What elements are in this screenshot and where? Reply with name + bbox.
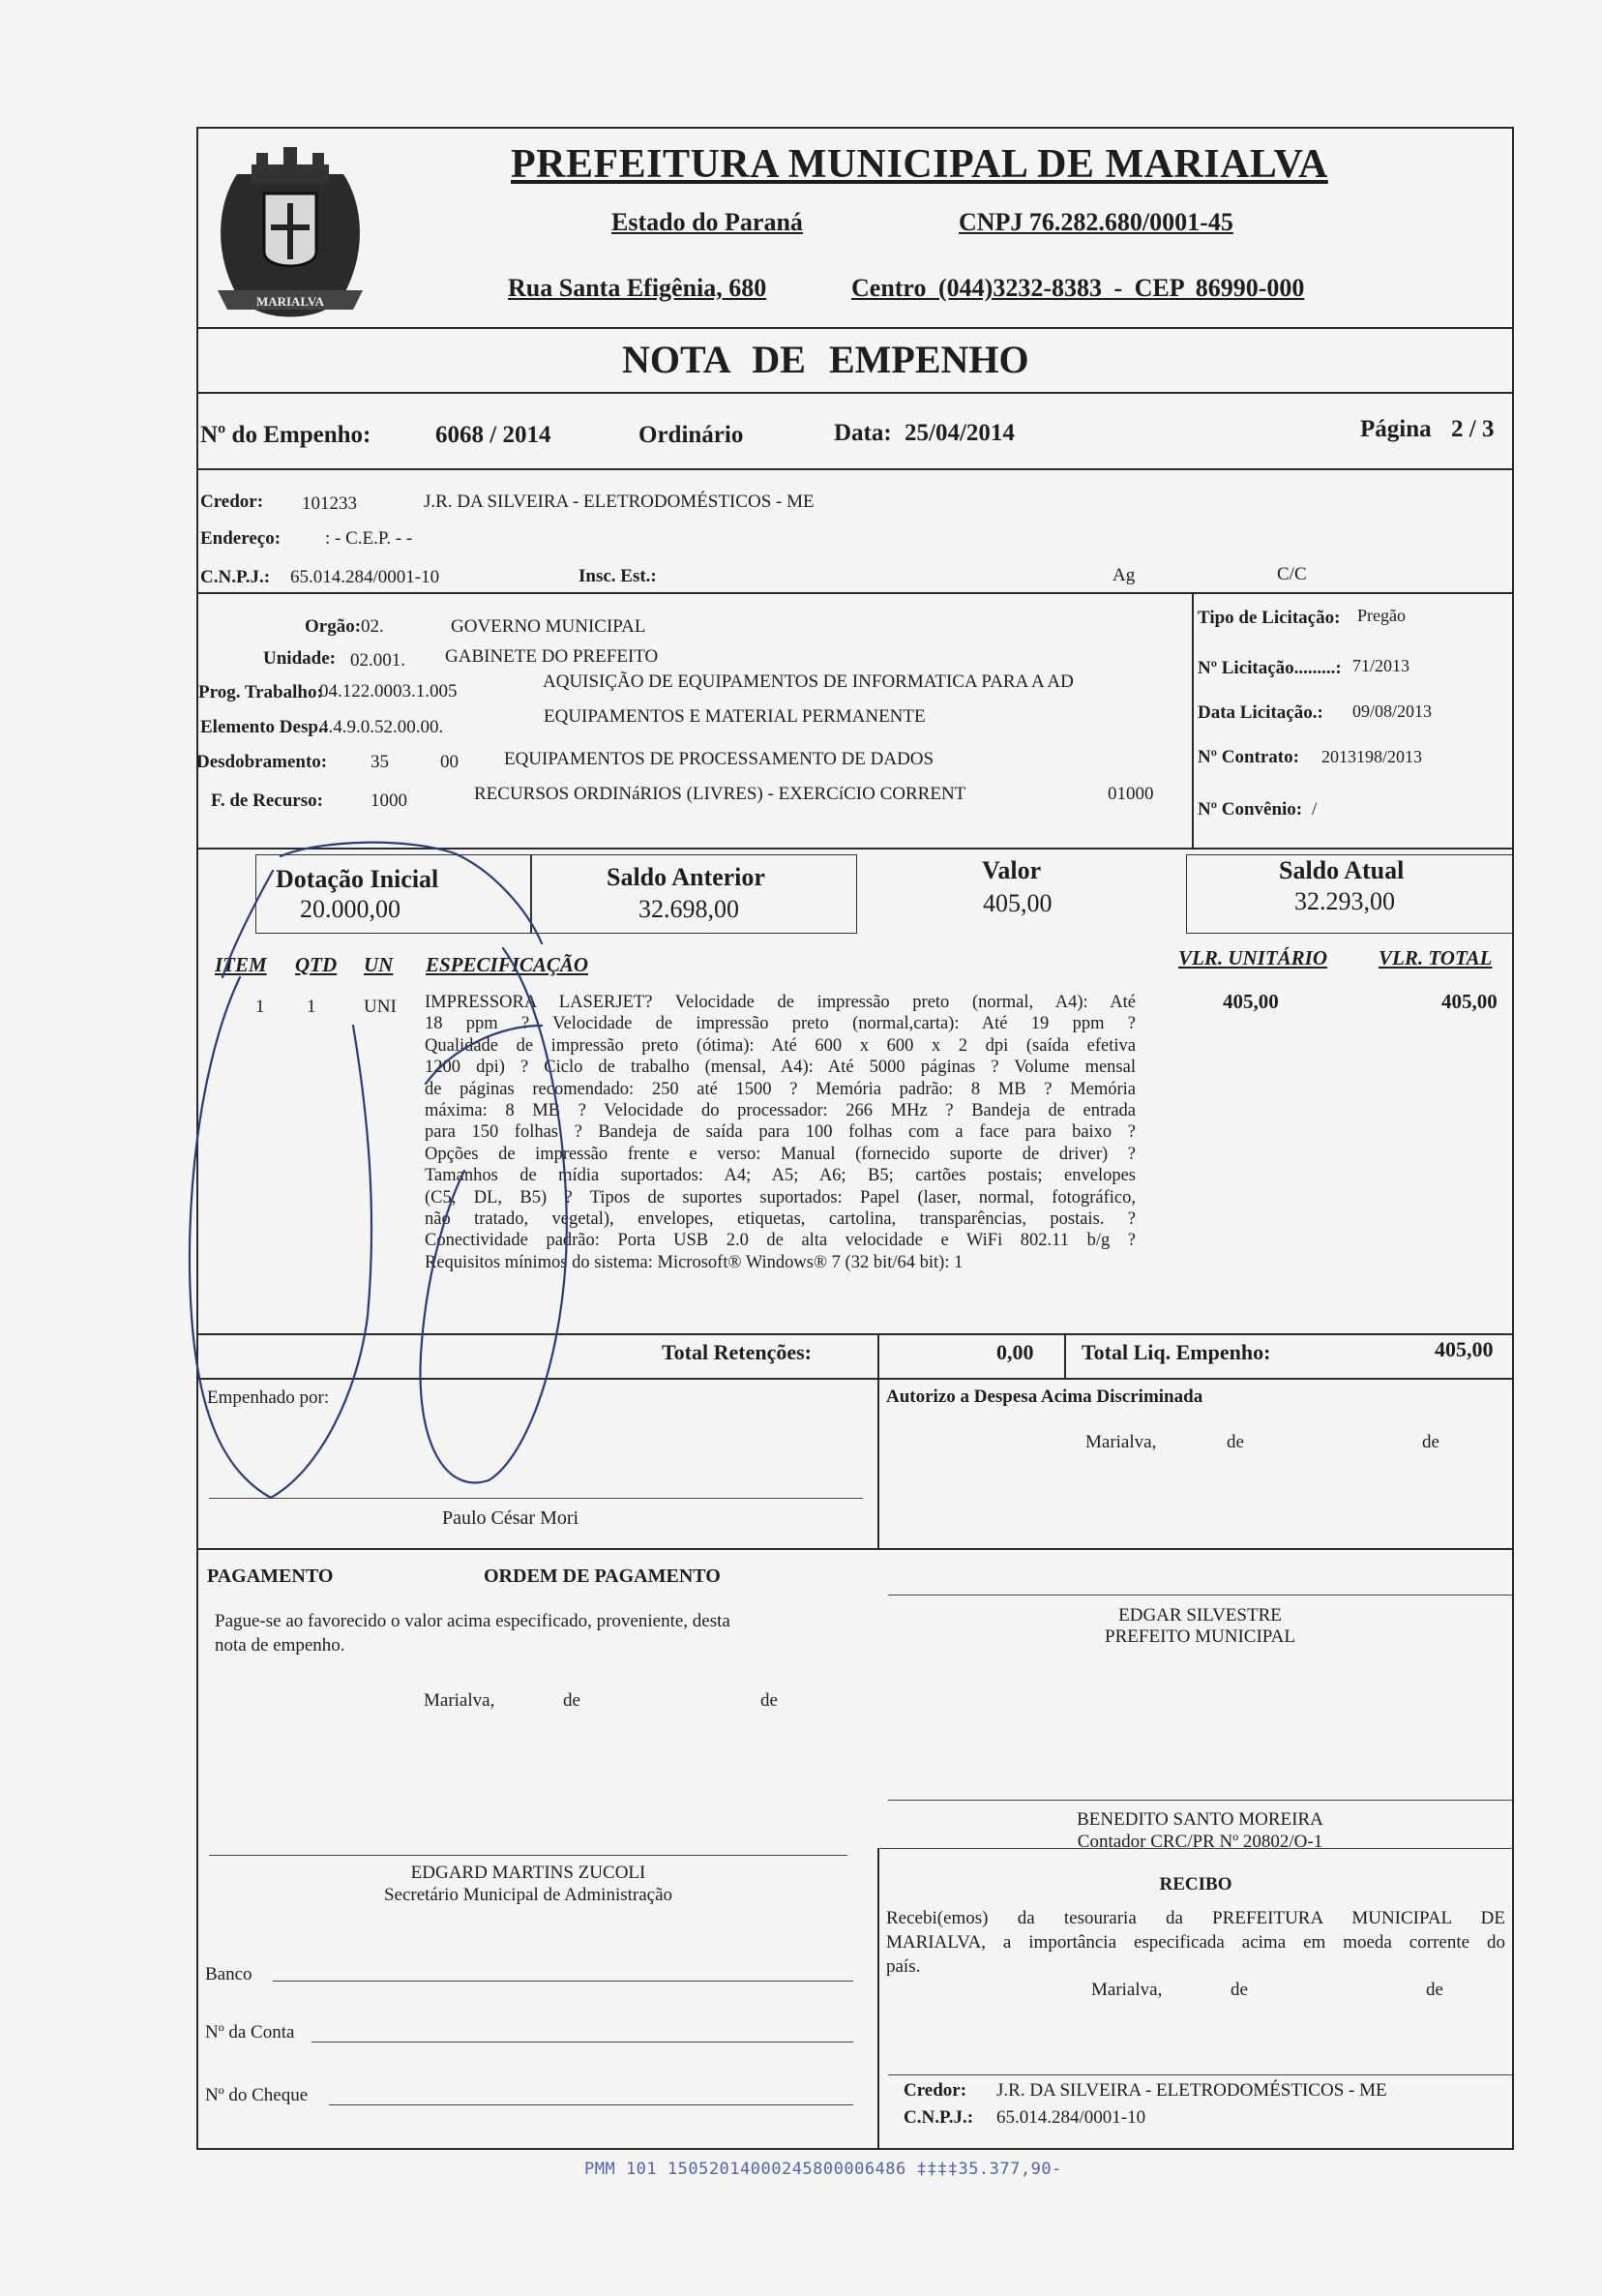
retencoes-label: Total Retenções: — [662, 1340, 812, 1364]
col-un: UN — [364, 953, 394, 976]
total-liquido-label: Total Liq. Empenho: — [1082, 1340, 1271, 1364]
cnpj-label: CNPJ 76.282.680/0001-45 — [959, 208, 1233, 236]
prefeito-role: PREFEITO MUNICIPAL — [1105, 1626, 1295, 1647]
elemento-desc: EQUIPAMENTOS E MATERIAL PERMANENTE — [544, 706, 926, 727]
contrato-label: Nº Contrato: — [1198, 747, 1299, 767]
credor-code: 101233 — [302, 493, 357, 514]
print-stamp: PMM 101 15052014000245800006486 ‡‡‡‡35.377,90- — [584, 2160, 1062, 2179]
item-specification — [425, 992, 1136, 1273]
col-vlr-total: VLR. TOTAL — [1379, 946, 1493, 969]
pagamento-de1: de — [563, 1690, 580, 1711]
prog-desc: AQUISIÇÃO DE EQUIPAMENTOS DE INFORMATICA PARA A AD — [543, 671, 1074, 692]
unidade-desc: GABINETE DO PREFEITO — [445, 646, 659, 667]
unidade-label: Unidade: — [263, 648, 336, 669]
unidade-code: 02.001. — [350, 650, 405, 671]
contador-role: Contador CRC/PR Nº 20802/O-1 — [1077, 1832, 1323, 1852]
page-number: 2 / 3 — [1451, 416, 1495, 442]
pagamento-label: PAGAMENTO — [207, 1565, 334, 1587]
conta-label: Nº da Conta — [205, 2022, 295, 2043]
recibo-line3: país. — [886, 1956, 921, 1977]
divider — [196, 1548, 1514, 1550]
empenho-type: Ordinário — [638, 422, 744, 448]
valor-label: Valor — [982, 856, 1042, 884]
insc-est-label: Insc. Est.: — [578, 566, 657, 586]
endereco-value: : - C.E.P. - - — [325, 528, 413, 549]
spec-line: (C5, DL, B5) ? Tipos de suportes suportados: Papel (laser, normal, fotográfico, — [425, 1187, 1136, 1208]
desdobramento-desc: EQUIPAMENTOS DE PROCESSAMENTO DE DADOS — [504, 749, 934, 769]
recurso-desc: RECURSOS ORDINáRIOS (LIVRES) - EXERCíCIO CORRENT — [474, 784, 966, 804]
desdobramento-code: 35 — [371, 752, 389, 772]
item-un: UNI — [364, 997, 397, 1017]
tipo-licitacao-value: Pregão — [1357, 606, 1406, 625]
tipo-licitacao-label: Tipo de Licitação: — [1198, 608, 1341, 628]
item-vlr-total: 405,00 — [1441, 990, 1498, 1013]
recibo-de1: de — [1231, 1980, 1248, 2000]
divider — [196, 592, 1514, 594]
signature-line — [888, 1800, 1512, 1801]
divider — [1064, 1333, 1066, 1378]
divider — [877, 1333, 879, 1378]
recibo-title: RECIBO — [1159, 1874, 1232, 1894]
state-label: Estado do Paraná — [611, 208, 803, 236]
prog-code: 04.122.0003.1.005 — [319, 681, 458, 701]
saldo-anterior-label: Saldo Anterior — [607, 863, 765, 891]
banco-label: Banco — [205, 1964, 252, 1984]
empenho-date: 25/04/2014 — [905, 420, 1015, 446]
saldo-atual-value: 32.293,00 — [1294, 887, 1395, 915]
credor-name: J.R. DA SILVEIRA - ELETRODOMÉSTICOS - ME — [424, 492, 815, 512]
pagamento-text-line1: Pague-se ao favorecido o valor acima especificado, proveniente, desta — [215, 1611, 730, 1631]
empenho-number: 6068 / 2014 — [435, 422, 551, 448]
cc-label: C/C — [1277, 564, 1307, 584]
empenhado-name: Paulo César Mori — [442, 1507, 579, 1529]
secretario-name: EDGARD MARTINS ZUCOLI — [410, 1863, 646, 1883]
banco-line — [273, 1981, 853, 1982]
autorizo-de1: de — [1227, 1432, 1244, 1452]
recurso-num: 01000 — [1108, 784, 1154, 804]
divider — [877, 1848, 1514, 1849]
spec-line: Conectividade padrão: Porta USB 2.0 de alta velocidade e WiFi 802.11 b/g ? — [425, 1231, 1136, 1251]
cheque-label: Nº do Cheque — [205, 2085, 309, 2105]
autorizo-label: Autorizo a Despesa Acima Discriminada — [886, 1387, 1203, 1407]
dotacao-label: Dotação Inicial — [276, 865, 439, 893]
divider — [1192, 592, 1194, 848]
pagamento-city: Marialva, — [424, 1690, 495, 1711]
spec-line: Requisitos mínimos do sistema: Microsoft® Windows® 7 (32 bit/64 bit): 1 — [425, 1252, 964, 1272]
pagamento-de2: de — [760, 1690, 778, 1711]
cheque-line — [329, 2104, 853, 2105]
recurso-label: F. de Recurso: — [211, 790, 323, 811]
convenio-value: / — [1312, 799, 1318, 820]
saldo-atual-label: Saldo Atual — [1279, 856, 1405, 884]
address-street: Rua Santa Efigênia, 680 — [508, 274, 767, 302]
divider — [196, 327, 1514, 329]
signature-line — [209, 1498, 863, 1499]
col-vlr-unitario: VLR. UNITÁRIO — [1178, 946, 1328, 969]
document-title: NOTA DE EMPENHO — [622, 338, 1029, 381]
spec-line: Tamanhos de mídia suportados: A4; A5; A6; B5; cartões postais; envelopes — [425, 1166, 1136, 1186]
divider — [196, 392, 1514, 394]
municipal-crest-icon — [198, 135, 382, 339]
pagamento-text-line2: nota de empenho. — [215, 1635, 345, 1655]
empenhado-label: Empenhado por: — [207, 1387, 330, 1408]
contador-name: BENEDITO SANTO MOREIRA — [1077, 1809, 1323, 1830]
convenio-label: Nº Convênio: — [1198, 799, 1303, 820]
spec-line: Opções de impressão frente e verso: Manual (fornecido suporte de driver) ? — [425, 1144, 1136, 1164]
spec-line: máxima: 8 MB ? Velocidade do processador: 266 MHz ? Bandeja de entrada — [425, 1101, 1136, 1121]
orgao-code: 02. — [361, 616, 384, 637]
page-title: PREFEITURA MUNICIPAL DE MARIALVA — [511, 142, 1328, 187]
signature-line — [888, 2074, 1512, 2075]
desdobramento-label: Desdobramento: — [196, 752, 328, 772]
recibo-line1: Recebi(emos) da tesouraria da PREFEITURA MUNICIPAL DE — [886, 1908, 1505, 1928]
recibo-line2: MARIALVA, a importância especificada acima em moeda corrente do — [886, 1932, 1505, 1953]
cnpj-credor-value: 65.014.284/0001-10 — [290, 567, 440, 587]
divider — [877, 1378, 879, 1548]
autorizo-de2: de — [1422, 1432, 1439, 1452]
prog-label: Prog. Trabalho: — [198, 682, 323, 702]
spec-line: 18 ppm ? Velocidade de impressão preto (normal,carta): Até 19 ppm ? — [425, 1014, 1136, 1034]
autorizo-city: Marialva, — [1085, 1432, 1157, 1452]
recibo-city: Marialva, — [1091, 1980, 1163, 2000]
orgao-label: Orgão: — [305, 616, 362, 637]
recibo-cnpj-label: C.N.P.J.: — [904, 2107, 974, 2128]
signature-line — [209, 1855, 847, 1856]
spec-line: para 150 folhas ? Bandeja de saída para 100 folhas com a face para baixo ? — [425, 1122, 1136, 1143]
item-vlr-unitario: 405,00 — [1223, 990, 1279, 1013]
desdobramento-sub: 00 — [440, 752, 459, 772]
dotacao-value: 20.000,00 — [300, 895, 400, 923]
empenho-date-label: Data: — [834, 420, 892, 446]
numero-licitacao-label: Nº Licitação.........: — [1198, 658, 1342, 678]
spec-line: de páginas recomendado: 250 até 1500 ? Memória padrão: 8 MB ? Memória — [425, 1079, 1136, 1099]
divider — [196, 1333, 1514, 1335]
saldo-anterior-value: 32.698,00 — [638, 895, 739, 923]
address-contact: Centro (044)3232-8383 - CEP 86990-000 — [851, 274, 1305, 302]
secretario-role: Secretário Municipal de Administração — [383, 1885, 673, 1905]
svg-text:MARIALVA: MARIALVA — [255, 294, 325, 309]
divider — [196, 848, 1514, 850]
data-licitacao-label: Data Licitação.: — [1198, 702, 1323, 723]
conta-line — [312, 2042, 853, 2043]
credor-label: Credor: — [200, 492, 264, 512]
spec-line: Qualidade de impressão preto (ótima): Até 600 x 600 x 2 dpi (saída efetiva — [425, 1035, 1136, 1056]
page-label: Página — [1360, 416, 1432, 442]
elemento-code: 4.4.9.0.52.00.00. — [319, 717, 444, 737]
divider — [196, 468, 1514, 470]
recibo-de2: de — [1426, 1980, 1443, 2000]
cnpj-credor-label: C.N.P.J.: — [200, 567, 271, 587]
numero-licitacao-value: 71/2013 — [1352, 656, 1410, 675]
col-qtd: QTD — [295, 953, 338, 976]
spec-line: não tratado, vegetal), envelopes, etiquetas, cartolina, transparências, postais. ? — [425, 1209, 1136, 1230]
ag-label: Ag — [1112, 565, 1136, 585]
retencoes-value: 0,00 — [996, 1340, 1034, 1364]
prefeito-name: EDGAR SILVESTRE — [1118, 1605, 1282, 1625]
item-number: 1 — [255, 997, 265, 1017]
recibo-cnpj-value: 65.014.284/0001-10 — [996, 2107, 1146, 2128]
elemento-label: Elemento Desp.: — [200, 717, 329, 737]
col-especificacao: ESPECIFICAÇÃO — [426, 953, 589, 976]
ordem-pagamento-label: ORDEM DE PAGAMENTO — [484, 1565, 721, 1587]
total-liquido-value: 405,00 — [1435, 1337, 1494, 1361]
recibo-credor-name: J.R. DA SILVEIRA - ELETRODOMÉSTICOS - ME — [996, 2080, 1387, 2101]
recurso-code: 1000 — [371, 790, 407, 811]
recibo-credor-label: Credor: — [904, 2080, 967, 2101]
orgao-desc: GOVERNO MUNICIPAL — [451, 616, 646, 637]
valor-value: 405,00 — [983, 889, 1053, 917]
data-licitacao-value: 09/08/2013 — [1352, 701, 1433, 721]
empenho-number-label: Nº do Empenho: — [200, 422, 371, 448]
contrato-value: 2013198/2013 — [1321, 747, 1423, 766]
spec-line: IMPRESSORA LASERJET? Velocidade de impressão preto (normal, A4): Até — [425, 993, 1136, 1012]
divider — [196, 1378, 1514, 1380]
item-qtd: 1 — [307, 997, 316, 1017]
spec-line: 1200 dpi) ? Ciclo de trabalho (mensal, A4): Até 5000 páginas ? Volume mensal — [425, 1058, 1136, 1078]
col-item: ITEM — [215, 953, 267, 976]
endereco-label: Endereço: — [200, 528, 282, 549]
